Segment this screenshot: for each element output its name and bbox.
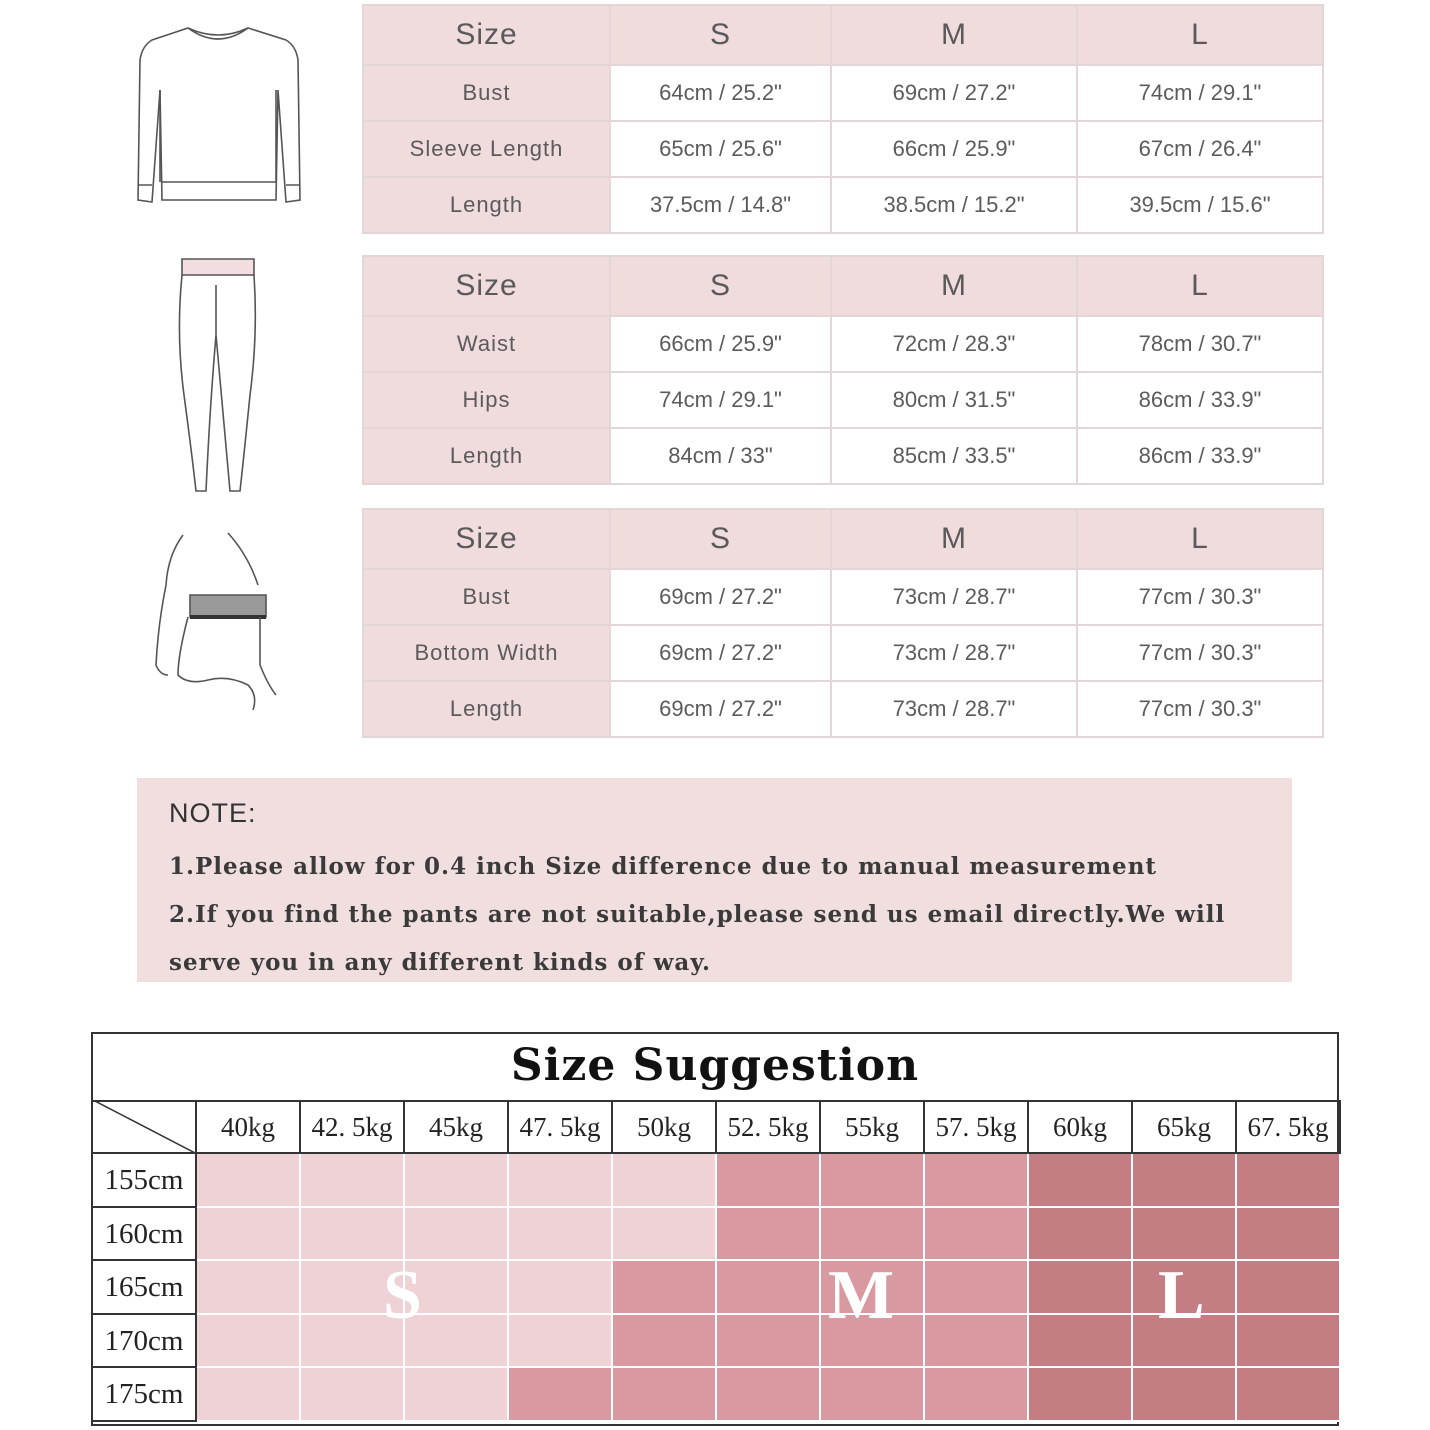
size-cell-m [925,1368,1029,1422]
size-cell-l [1029,1154,1133,1208]
table-row [363,681,1323,737]
table-cell: 77cm / 30.3" [1077,569,1323,625]
header-cell: Size [363,509,610,569]
table-row [363,569,1323,625]
height-label: 175cm [93,1368,197,1422]
size-cell-s [197,1368,301,1422]
size-cell-l [1237,1154,1341,1208]
header-cell: L [1077,256,1323,316]
height-label: 170cm [93,1315,197,1369]
header-cell: S [610,5,831,65]
weight-header: 52. 5kg [717,1100,821,1154]
table-cell: 77cm / 30.3" [1077,625,1323,681]
table-header-row [363,509,1323,569]
table-cell: 72cm / 28.3" [831,316,1077,372]
table-cell: 65cm / 25.6" [610,121,831,177]
header-cell: L [1077,5,1323,65]
table-cell: 66cm / 25.9" [831,121,1077,177]
header-cell: M [831,509,1077,569]
row-label: Sleeve Length [363,121,610,177]
note-line-2-continued: serve you in any different kinds of way. [169,949,712,976]
weight-header: 65kg [1133,1100,1237,1154]
table-cell: 80cm / 31.5" [831,372,1077,428]
header-cell: S [610,509,831,569]
table-header-row [363,5,1323,65]
table-cell: 39.5cm / 15.6" [1077,177,1323,233]
size-zone-label-l: L [1158,1257,1205,1334]
header-cell: L [1077,509,1323,569]
row-label: Length [363,681,610,737]
size-cell-s [509,1261,613,1315]
header-cell: Size [363,256,610,316]
row-label: Bust [363,569,610,625]
sweatshirt-illustration [128,20,308,225]
row-label: Length [363,177,610,233]
size-cell-s [405,1368,509,1422]
size-cell-l [1133,1368,1237,1422]
size-cell-s [301,1208,405,1262]
size-cell-m [821,1368,925,1422]
size-zone-label-m: M [828,1257,895,1334]
size-cell-s [301,1368,405,1422]
height-label: 165cm [93,1261,197,1315]
table-cell: 77cm / 30.3" [1077,681,1323,737]
table-cell: 69cm / 27.2" [610,569,831,625]
table-cell: 69cm / 27.2" [831,65,1077,121]
header-cell: M [831,5,1077,65]
size-cell-s [197,1208,301,1262]
size-cell-l [1133,1154,1237,1208]
bra-size-table [362,508,1324,738]
table-row [363,65,1323,121]
sports-bra-illustration [148,525,288,715]
table-cell: 84cm / 33" [610,428,831,484]
size-cell-m [717,1261,821,1315]
table-cell: 78cm / 30.7" [1077,316,1323,372]
note-box [137,778,1292,982]
size-cell-s [197,1315,301,1369]
weight-header: 42. 5kg [301,1100,405,1154]
corner-cell [93,1100,197,1154]
size-cell-l [1237,1208,1341,1262]
height-label: 155cm [93,1154,197,1208]
table-header-row [363,256,1323,316]
size-cell-l [1029,1368,1133,1422]
weight-header: 67. 5kg [1237,1100,1341,1154]
table-cell: 66cm / 25.9" [610,316,831,372]
size-zone-label-s: S [383,1257,422,1334]
size-cell-m [717,1368,821,1422]
weight-header: 40kg [197,1100,301,1154]
size-cell-l [1029,1315,1133,1369]
header-cell: S [610,256,831,316]
table-cell: 69cm / 27.2" [610,681,831,737]
table-cell: 86cm / 33.9" [1077,372,1323,428]
note-title: NOTE: [169,798,257,828]
table-row [363,428,1323,484]
size-cell-m [509,1368,613,1422]
size-cell-l [1133,1208,1237,1262]
table-cell: 73cm / 28.7" [831,569,1077,625]
diagonal-line [93,1100,197,1154]
height-label: 160cm [93,1208,197,1262]
size-cell-s [509,1315,613,1369]
table-row [363,316,1323,372]
size-cell-m [613,1261,717,1315]
weight-header: 57. 5kg [925,1100,1029,1154]
size-cell-m [821,1208,925,1262]
top-size-table [362,4,1324,234]
size-cell-s [509,1208,613,1262]
row-label: Bust [363,65,610,121]
table-cell: 37.5cm / 14.8" [610,177,831,233]
pants-size-table [362,255,1324,485]
weight-header: 60kg [1029,1100,1133,1154]
weight-header: 47. 5kg [509,1100,613,1154]
size-cell-m [717,1315,821,1369]
weight-header: 50kg [613,1100,717,1154]
table-cell: 74cm / 29.1" [1077,65,1323,121]
table-cell: 73cm / 28.7" [831,681,1077,737]
size-cell-m [613,1368,717,1422]
table-cell: 74cm / 29.1" [610,372,831,428]
size-cell-l [1029,1261,1133,1315]
table-cell: 85cm / 33.5" [831,428,1077,484]
row-label: Hips [363,372,610,428]
table-cell: 86cm / 33.9" [1077,428,1323,484]
size-cell-m [717,1154,821,1208]
size-cell-m [925,1208,1029,1262]
size-cell-l [1029,1208,1133,1262]
size-cell-m [613,1315,717,1369]
row-label: Length [363,428,610,484]
size-cell-m [821,1154,925,1208]
size-cell-m [717,1208,821,1262]
table-row [363,121,1323,177]
size-cell-s [613,1154,717,1208]
leggings-illustration [172,255,262,495]
size-cell-m [925,1261,1029,1315]
size-cell-s [301,1154,405,1208]
table-row [363,625,1323,681]
size-cell-s [613,1208,717,1262]
weight-header: 45kg [405,1100,509,1154]
size-cell-m [925,1154,1029,1208]
table-row [363,372,1323,428]
size-cell-s [197,1154,301,1208]
row-label: Bottom Width [363,625,610,681]
size-cell-s [405,1154,509,1208]
table-cell: 73cm / 28.7" [831,625,1077,681]
size-cell-s [405,1208,509,1262]
size-suggestion-title: Size Suggestion [93,1034,1337,1102]
table-cell: 69cm / 27.2" [610,625,831,681]
size-cell-l [1237,1368,1341,1422]
table-cell: 67cm / 26.4" [1077,121,1323,177]
table-cell: 38.5cm / 15.2" [831,177,1077,233]
size-cell-s [197,1261,301,1315]
row-label: Waist [363,316,610,372]
note-line-1: 1.Please allow for 0.4 inch Size difference due to manual measurement [169,853,1158,880]
weight-header: 55kg [821,1100,925,1154]
size-cell-l [1237,1315,1341,1369]
header-cell: M [831,256,1077,316]
size-cell-s [509,1154,613,1208]
size-cell-l [1237,1261,1341,1315]
size-cell-m [925,1315,1029,1369]
size-suggestion-chart [91,1032,1339,1426]
table-row [363,177,1323,233]
header-cell: Size [363,5,610,65]
table-cell: 64cm / 25.2" [610,65,831,121]
note-line-2: 2.If you find the pants are not suitable,please send us email directly.We will [169,901,1226,928]
